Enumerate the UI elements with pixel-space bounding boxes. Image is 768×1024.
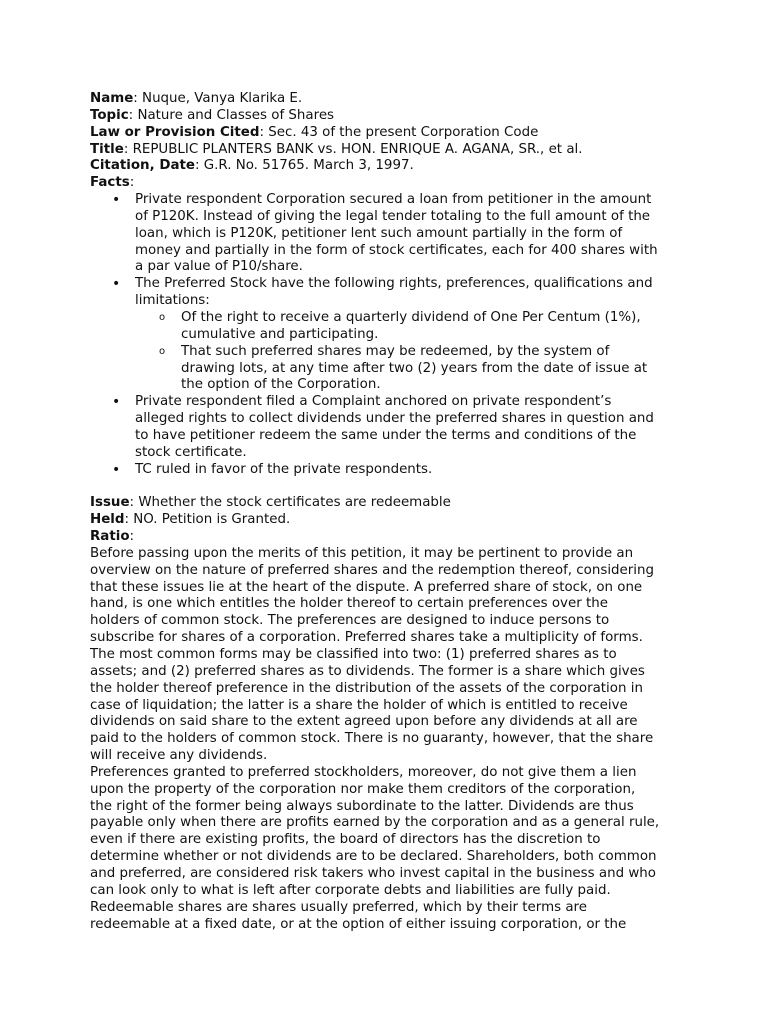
law-line xyxy=(90,125,690,142)
name-value: : Nuque, Vanya Klarika E. xyxy=(133,91,303,106)
ratio-heading xyxy=(90,529,690,546)
fact-line: a par value of P10/share. xyxy=(135,259,303,275)
held-value: : NO. Petition is Granted. xyxy=(124,512,291,528)
ratio-line: and preferred, are considered risk takers who invest capital in the business and who xyxy=(90,865,656,881)
fact-line: • Private respondent filed a Complaint anchored on private respondent’s xyxy=(135,394,612,410)
ratio-label: Ratio xyxy=(90,529,130,545)
held-line xyxy=(90,512,690,529)
ratio-line: dividends on said share to the extent agreed upon before any dividends at all are xyxy=(90,714,638,730)
topic-line xyxy=(90,108,690,125)
ratio-line: paid to the holders of common stock. There is no guaranty, however, that the share xyxy=(90,731,654,747)
fact-item-1 xyxy=(90,192,690,276)
ratio-line: will receive any dividends. xyxy=(90,748,268,764)
ratio-line: determine whether or not dividends are to be declared. Shareholders, both common xyxy=(90,849,657,865)
ratio-line: holders of common stock. The preferences are designed to induce persons to xyxy=(90,613,610,629)
ratio-line: can look only to what is left after corporate debts and liabilities are fully paid. xyxy=(90,882,611,898)
facts-label: Facts xyxy=(90,175,130,191)
ratio-line: case of liquidation; the latter is a share the holder of which is entitled to receive xyxy=(90,697,628,713)
citation-value: : G.R. No. 51765. March 3, 1997. xyxy=(194,158,414,174)
fact-subitem-2 xyxy=(135,344,690,395)
fact-line: money and partially in the form of stock certificates, each for 400 shares with xyxy=(135,242,658,258)
fact-line: limitations: xyxy=(135,293,210,309)
law-label: Law or Provision Cited xyxy=(90,124,260,140)
name-label: Name xyxy=(90,91,134,106)
fact-line: to have petitioner redeem the same under the terms and conditions of the xyxy=(135,427,637,443)
facts-list xyxy=(90,192,690,478)
fact-line: loan, which is P120K, petitioner lent such amount partially in the form of xyxy=(135,225,623,241)
fact-subitem-1 xyxy=(135,310,690,344)
ratio-line: The most common forms may be classified into two: (1) preferred shares as to xyxy=(90,647,617,662)
ratio-line: upon the property of the corporation nor make them creditors of the corporation, xyxy=(90,781,636,797)
fact-item-3 xyxy=(90,394,690,461)
ratio-line: hand, is one which entitles the holder thereof to certain preferences over the xyxy=(90,596,608,612)
ratio-line: overview on the nature of preferred shares and the redemption thereof, considering xyxy=(90,562,655,578)
title-line xyxy=(90,142,690,159)
ratio-line: Redeemable shares are shares usually preferred, which by their terms are xyxy=(90,899,588,915)
name-line xyxy=(90,91,690,108)
topic-label: Topic xyxy=(90,107,129,123)
issue-line xyxy=(90,495,690,512)
ratio-line: the right of the former being always subordinate to the latter. Dividends are thus xyxy=(90,798,634,814)
held-label: Held xyxy=(90,512,125,528)
fact-line: • TC ruled in favor of the private respondents. xyxy=(135,461,433,477)
ratio-line: Before passing upon the merits of this petition, it may be pertinent to provide an xyxy=(90,545,634,561)
ratio-line: even if there are existing profits, the board of directors has the discretion to xyxy=(90,832,601,848)
subfact-line: drawing lots, at any time after two (2) years from the date of issue at xyxy=(181,360,648,376)
issue-label: Issue xyxy=(90,495,130,511)
fact-line: stock certificate. xyxy=(135,444,247,460)
subfact-line: o That such preferred shares may be redeemed, by the system of xyxy=(181,343,610,359)
law-value: : Sec. 43 of the present Corporation Code xyxy=(259,124,539,140)
ratio-line: subscribe for shares of a corporation. Preferred shares take a multiplicity of forms. xyxy=(90,630,643,646)
ratio-line: assets; and (2) preferred shares as to dividends. The former is a share which gives xyxy=(90,663,645,679)
fact-line: • The Preferred Stock have the following rights, preferences, qualifications and xyxy=(135,276,653,292)
subfact-line: o Of the right to receive a quarterly dividend of One Per Centum (1%), xyxy=(181,309,641,325)
ratio-body xyxy=(90,546,690,933)
document-page xyxy=(90,91,690,933)
ratio-line: the holder thereof preference in the distribution of the assets of the corporation in xyxy=(90,680,643,696)
fact-sublist xyxy=(135,310,690,394)
fact-item-2 xyxy=(90,276,690,394)
topic-value: : Nature and Classes of Shares xyxy=(128,107,335,123)
ratio-line: payable only when there are profits earned by the corporation and as a general rule, xyxy=(90,815,660,831)
title-value: : REPUBLIC PLANTERS BANK vs. HON. ENRIQUE A. AGANA, SR., et al. xyxy=(123,141,583,157)
ratio-line: Preferences granted to preferred stockholders, moreover, do not give them a lien xyxy=(90,764,637,780)
citation-label: Citation, Date xyxy=(90,158,195,174)
fact-line: alleged rights to collect dividends under the preferred shares in question and xyxy=(135,411,654,427)
fact-line: of P120K. Instead of giving the legal tender totaling to the full amount of the xyxy=(135,208,651,224)
subfact-line: the option of the Corporation. xyxy=(181,377,381,393)
spacer xyxy=(90,478,690,495)
ratio-colon: : xyxy=(129,529,135,545)
fact-item-4 xyxy=(90,462,690,479)
subfact-line: cumulative and participating. xyxy=(181,326,379,342)
ratio-line: that these issues lie at the heart of the dispute. A preferred share of stock, on one xyxy=(90,579,643,595)
title-label: Title xyxy=(90,141,124,157)
facts-colon: : xyxy=(129,175,135,191)
facts-heading xyxy=(90,175,690,192)
ratio-line: redeemable at a fixed date, or at the option of either issuing corporation, or the xyxy=(90,916,627,932)
issue-value: : Whether the stock certificates are redeemable xyxy=(129,495,451,511)
citation-line xyxy=(90,158,690,175)
fact-line: • Private respondent Corporation secured a loan from petitioner in the amount xyxy=(135,192,652,208)
